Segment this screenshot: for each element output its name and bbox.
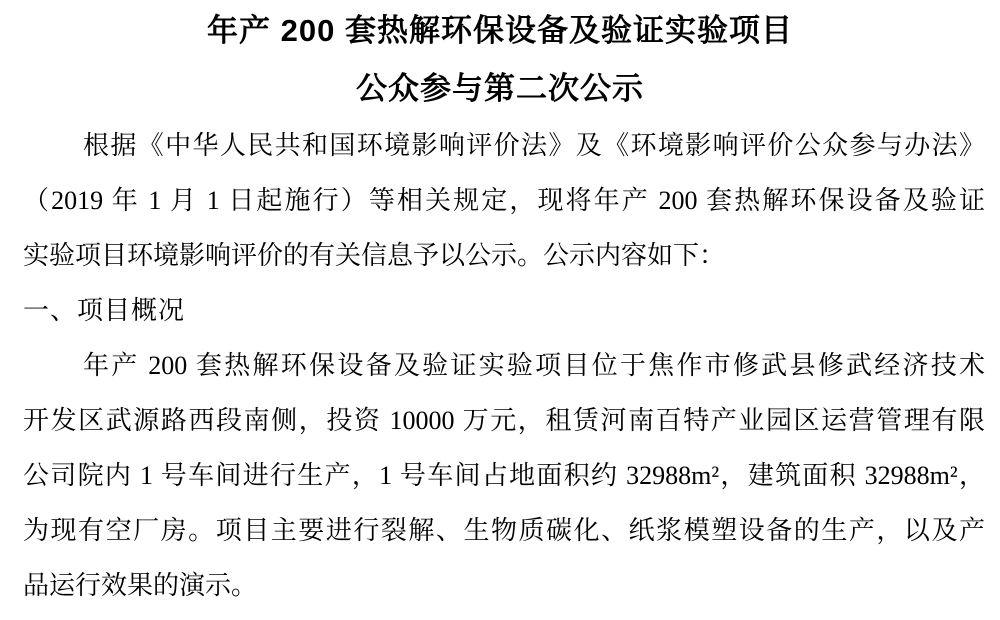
paragraph-2-line-3: 公司院内 1 号车间进行生产，1 号车间占地面积约 32988m²，建筑面积 32988m²， [23, 461, 985, 490]
title-line-1: 年产 200 套热解环保设备及验证实验项目 [207, 13, 793, 48]
paragraph-2-line-2: 开发区武源路西段南侧，投资 10000 万元，租赁河南百特产业园区运营管理有限 [23, 406, 985, 435]
paragraph-2-line-4: 为现有空厂房。项目主要进行裂解、生物质碳化、纸浆模塑设备的生产，以及产 [23, 516, 985, 545]
paragraph-1-line-1: 根据《中华人民共和国环境影响评价法》及《环境影响评价公众参与办法》 [83, 131, 985, 160]
document-title [0, 0, 1000, 118]
document-body [23, 118, 985, 613]
paragraph-2-line-5: 品运行效果的演示。 [23, 571, 258, 600]
paragraph-2-line-1: 年产 200 套热解环保设备及验证实验项目位于焦作市修武县修武经济技术 [83, 351, 985, 380]
section-heading-project-overview: 一、项目概况 [23, 296, 186, 325]
paragraph-1-line-2: （2019 年 1 月 1 日起施行）等相关规定，现将年产 200 套热解环保设备及验证 [23, 186, 985, 215]
paragraph-1-line-3: 实验项目环境影响评价的有关信息予以公示。公示内容如下： [23, 241, 726, 270]
title-line-2: 公众参与第二次公示 [356, 71, 644, 106]
